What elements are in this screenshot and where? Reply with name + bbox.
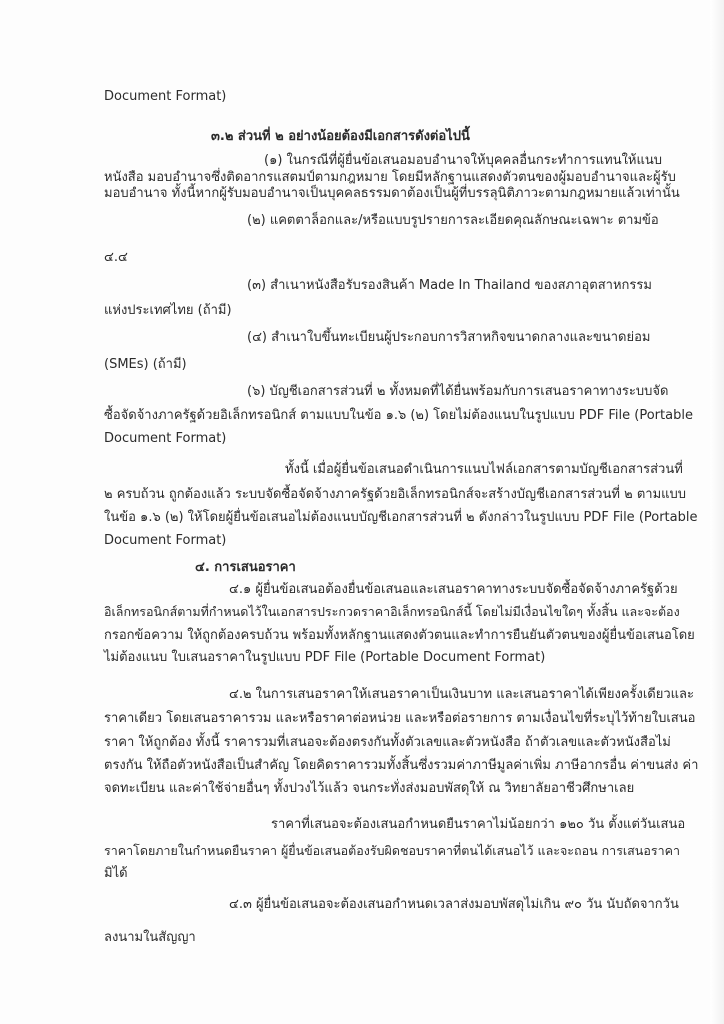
text-line: Document Format) — [104, 431, 227, 446]
text-line: ๒ ครบถ้วน ถูกต้องแล้ว ระบบจัดซื้อจัดจ้างภาครัฐด้วยอิเล็กทรอนิกส์จะสร้างบัญชีเอกสารส่วนที่ ๒ ตามแบบ — [104, 487, 687, 502]
text-line: (๔) สำเนาใบขึ้นทะเบียนผู้ประกอบการวิสาหกิจขนาดกลางและขนาดย่อม — [247, 330, 651, 345]
text-line: ลงนามในสัญญา — [104, 930, 196, 945]
text-line: (SMEs) (ถ้ามี) — [104, 357, 187, 372]
text-line: หนังสือ มอบอำนาจซึ่งติดอากรแสตมป์ตามกฎหมาย โดยมีหลักฐานแสดงตัวตนของผู้มอบอำนาจและผู้รับ — [104, 170, 676, 185]
text-line: ราคา ให้ถูกต้อง ทั้งนี้ ราคารวมที่เสนอจะต้องตรงกันทั้งตัวเลขและตัวหนังสือ ถ้าตัวเลขและตัวหนังสือไม่ — [104, 735, 671, 750]
text-line: ๔.๓ ผู้ยื่นข้อเสนอจะต้องเสนอกำหนดเวลาส่งมอบพัสดุไม่เกิน ๙๐ วัน นับถัดจากวัน — [229, 897, 679, 912]
text-line: อิเล็กทรอนิกส์ตามที่กำหนดไว้ในเอกสารประกวดราคาอิเล็กทรอนิกส์นี้ โดยไม่มีเงื่อนไขใดๆ ทั้งสิ้น และจะต้อง — [104, 604, 680, 619]
section-heading: ๔. การเสนอราคา — [195, 560, 296, 575]
scan-edge-shadow — [710, 0, 724, 1024]
text-line: (๒) แคตตาล็อกและ/หรือแบบรูปรายการละเอียดคุณลักษณะเฉพาะ ตามข้อ — [247, 213, 659, 228]
text-line: Document Format) — [104, 89, 227, 104]
text-line: (๓) สำเนาหนังสือรับรองสินค้า Made In Thailand ของสภาอุตสาหกรรม — [247, 278, 652, 293]
text-line: Document Format) — [104, 533, 227, 548]
text-line: ๔.๔ — [104, 250, 128, 265]
text-line: ตรงกัน ให้ถือตัวหนังสือเป็นสำคัญ โดยคิดราคารวมทั้งสิ้นซึ่งรวมค่าภาษีมูลค่าเพิ่ม ภาษีอากรอื่น ค่าขนส่ง ค่า — [104, 758, 699, 773]
text-line: กรอกข้อความ ให้ถูกต้องครบถ้วน พร้อมทั้งหลักฐานแสดงตัวตนและทำการยืนยันตัวตนของผู้ยื่นข้อเสนอโดย — [104, 628, 695, 643]
text-line: ๔.๒ ในการเสนอราคาให้เสนอราคาเป็นเงินบาท และเสนอราคาได้เพียงครั้งเดียวและ — [229, 687, 694, 702]
text-line: ราคาที่เสนอจะต้องเสนอกำหนดยืนราคาไม่น้อยกว่า ๑๒๐ วัน ตั้งแต่วันเสนอ — [271, 817, 686, 832]
text-line: แห่งประเทศไทย (ถ้ามี) — [104, 303, 232, 318]
text-line: ซื้อจัดจ้างภาครัฐด้วยอิเล็กทรอนิกส์ ตามแบบในข้อ ๑.๖ (๒) โดยไม่ต้องแนบในรูปแบบ PDF File (Portable — [104, 408, 693, 423]
text-line: ในข้อ ๑.๖ (๒) ให้โดยผู้ยื่นข้อเสนอไม่ต้องแนบบัญชีเอกสารส่วนที่ ๒ ดังกล่าวในรูปแบบ PDF File (Portable — [104, 510, 698, 525]
text-line: จดทะเบียน และค่าใช้จ่ายอื่นๆ ทั้งปวงไว้แล้ว จนกระทั่งส่งมอบพัสดุให้ ณ วิทยาลัยอาชีวศึกษาเลย — [104, 781, 635, 796]
text-line: (๑) ในกรณีที่ผู้ยื่นข้อเสนอมอบอำนาจให้บุคคลอื่นกระทำการแทนให้แนบ — [264, 153, 663, 168]
text-line: ๔.๑ ผู้ยื่นข้อเสนอต้องยื่นข้อเสนอและเสนอราคาทางระบบจัดซื้อจัดจ้างภาครัฐด้วย — [229, 582, 678, 597]
text-line: ไม่ต้องแนบ ใบเสนอราคาในรูปแบบ PDF File (Portable Document Format) — [104, 650, 546, 665]
text-line: ราคาโดยภายในกำหนดยืนราคา ผู้ยื่นข้อเสนอต้องรับผิดชอบราคาที่ตนได้เสนอไว้ และจะถอน การเสนอราคา — [104, 843, 680, 858]
text-line: มอบอำนาจ ทั้งนี้หากผู้รับมอบอำนาจเป็นบุคคลธรรมดาต้องเป็นผู้ที่บรรลุนิติภาวะตามกฎหมายแล้วเท่านั้น — [104, 186, 680, 201]
text-line: ราคาเดียว โดยเสนอราคารวม และหรือราคาต่อหน่วย และหรือต่อรายการ ตามเงื่อนไขที่ระบุไว้ท้ายใบเสนอ — [104, 711, 696, 726]
text-line: ทั้งนี้ เมื่อผู้ยื่นข้อเสนอดำเนินการแนบไฟล์เอกสารตามบัญชีเอกสารส่วนที่ — [285, 462, 683, 477]
text-line: มิได้ — [104, 866, 128, 881]
section-heading: ๓.๒ ส่วนที่ ๒ อย่างน้อยต้องมีเอกสารดังต่อไปนี้ — [211, 129, 470, 144]
text-line: (๖) บัญชีเอกสารส่วนที่ ๒ ทั้งหมดที่ได้ยื่นพร้อมกับการเสนอราคาทางระบบจัด — [247, 384, 669, 399]
